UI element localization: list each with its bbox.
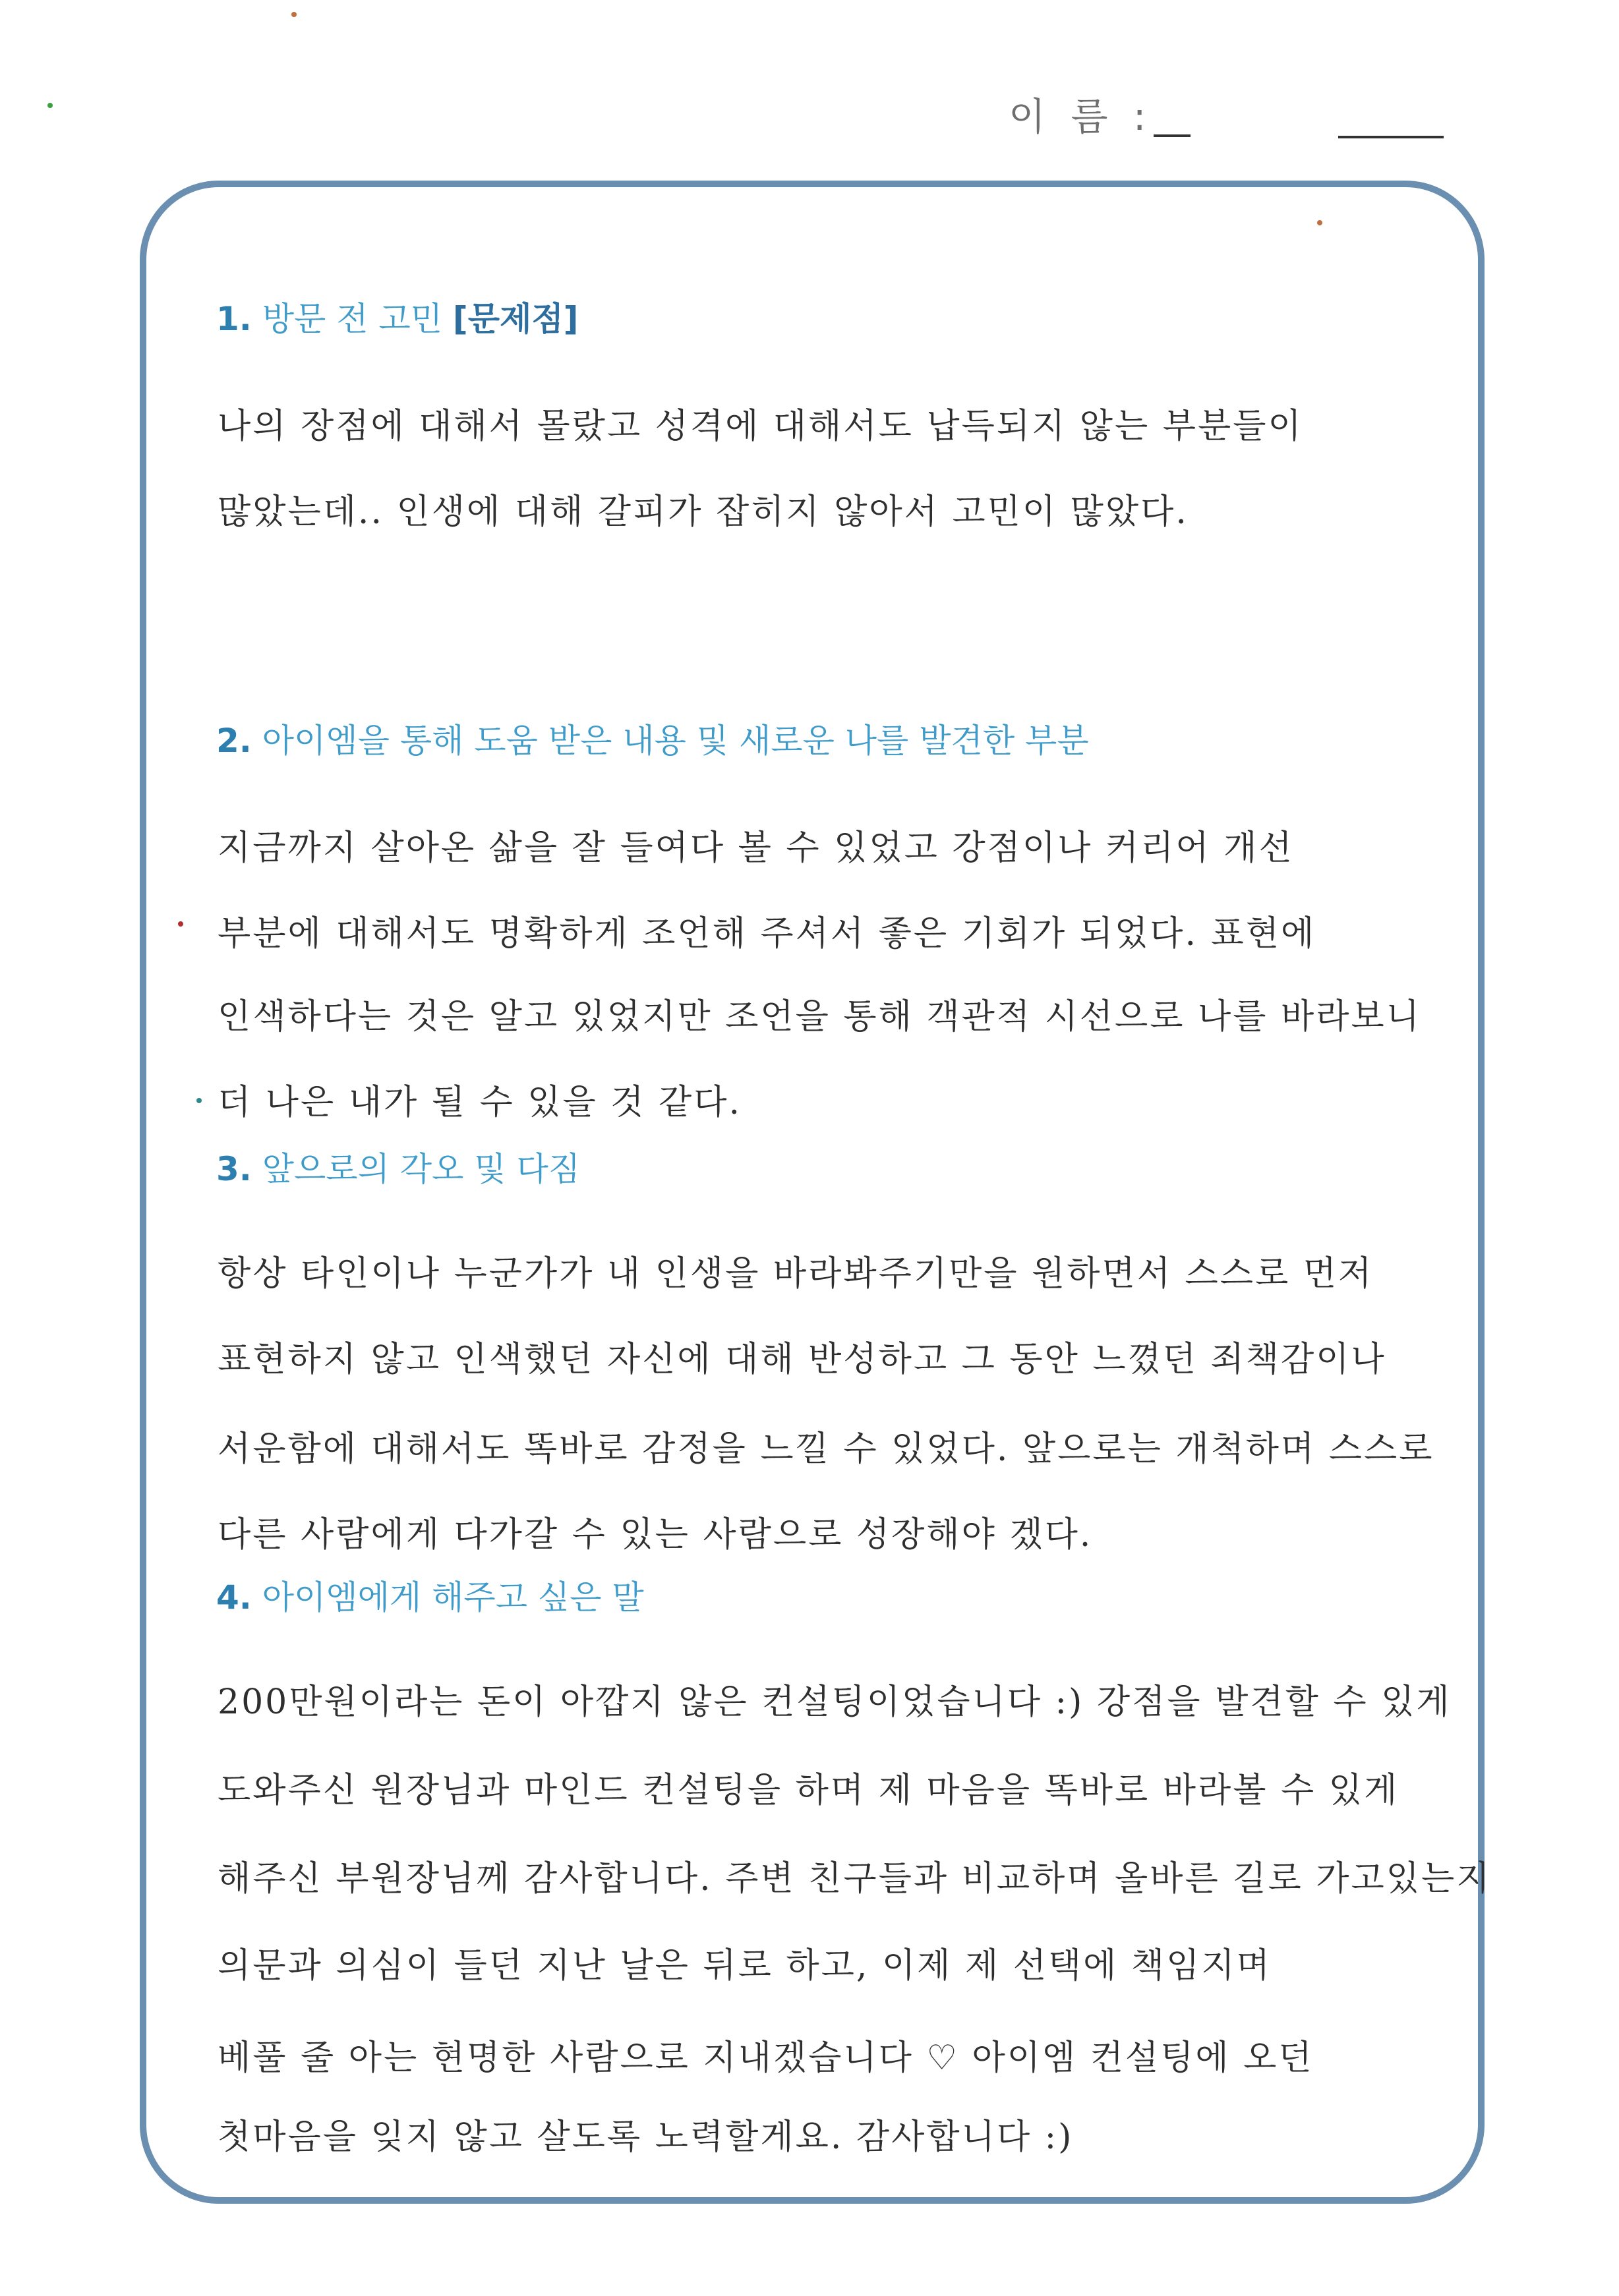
section-title: 아이엠을 통해 도움 받은 내용 및 새로운 나를 발견한 부분 <box>262 722 1089 760</box>
section-title-emphasis: [문제점] <box>452 300 579 338</box>
scan-speck <box>47 103 53 108</box>
section-2-line: 부분에 대해서도 명확하게 조언해 주셔서 좋은 기회가 되었다. 표현에 <box>218 914 1316 954</box>
name-field <box>1009 86 1444 145</box>
scan-speck <box>291 12 297 17</box>
section-title: 앞으로의 각오 및 다짐 <box>262 1150 581 1188</box>
section-2-line: 지금까지 살아온 삶을 잘 들여다 볼 수 있었고 강점이나 커리어 개선 <box>218 828 1294 868</box>
section-3-line: 표현하지 않고 인색했던 자신에 대해 반성하고 그 동안 느꼈던 죄책감이나 <box>218 1340 1386 1379</box>
section-1-heading <box>216 293 579 340</box>
section-3-line: 다른 사람에게 다가갈 수 있는 사람으로 성장해야 겠다. <box>218 1515 1093 1555</box>
section-2-line: 인색하다는 것은 알고 있었지만 조언을 통해 객관적 시선으로 나를 바라보니 <box>218 997 1421 1037</box>
section-title: 아이엠에게 해주고 싶은 말 <box>262 1578 644 1617</box>
section-4-line: 도와주신 원장님과 마인드 컨설팅을 하며 제 마음을 똑바로 바라볼 수 있게 <box>218 1771 1399 1810</box>
section-number: 1. <box>216 300 252 338</box>
section-4-line: 베풀 줄 아는 현명한 사람으로 지내겠습니다 ♡ 아이엠 컨설팅에 오던 <box>218 2038 1314 2078</box>
section-3-line: 서운함에 대해서도 똑바로 감정을 느낄 수 있었다. 앞으로는 개척하며 스스로 <box>218 1429 1434 1469</box>
section-title: 방문 전 고민 <box>262 300 442 338</box>
section-number: 4. <box>216 1578 252 1617</box>
section-4-line: 첫마음을 잊지 않고 살도록 노력할게요. 감사합니다 :) <box>218 2117 1074 2157</box>
section-number: 3. <box>216 1150 252 1188</box>
section-4-line: 해주신 부원장님께 감사합니다. 주변 친구들과 비교하며 올바른 길로 가고있는지 <box>218 1859 1492 1899</box>
name-label: 이 름 : <box>1009 94 1153 139</box>
section-4-heading <box>216 1571 644 1619</box>
section-1-line: 나의 장점에 대해서 몰랐고 성격에 대해서도 납득되지 않는 부분들이 <box>218 407 1303 446</box>
name-blank-line <box>1154 134 1191 137</box>
section-number: 2. <box>216 722 252 760</box>
section-4-line: 의문과 의심이 들던 지난 날은 뒤로 하고, 이제 제 선택에 책임지며 <box>218 1946 1272 1986</box>
section-2-line: 더 나은 내가 될 수 있을 것 같다. <box>218 1083 742 1122</box>
section-2-heading <box>216 714 1089 762</box>
section-1-line: 많았는데.. 인생에 대해 갈피가 잡히지 않아서 고민이 많았다. <box>218 492 1189 532</box>
section-4-line: 200만원이라는 돈이 아깝지 않은 컨설팅이었습니다 :) 강점을 발견할 수 있게 <box>218 1682 1452 1722</box>
section-3-line: 항상 타인이나 누군가가 내 인생을 바라봐주기만을 원하면서 스스로 먼저 <box>218 1254 1374 1294</box>
section-3-heading <box>216 1143 580 1190</box>
name-blank-line-2 <box>1338 136 1444 138</box>
